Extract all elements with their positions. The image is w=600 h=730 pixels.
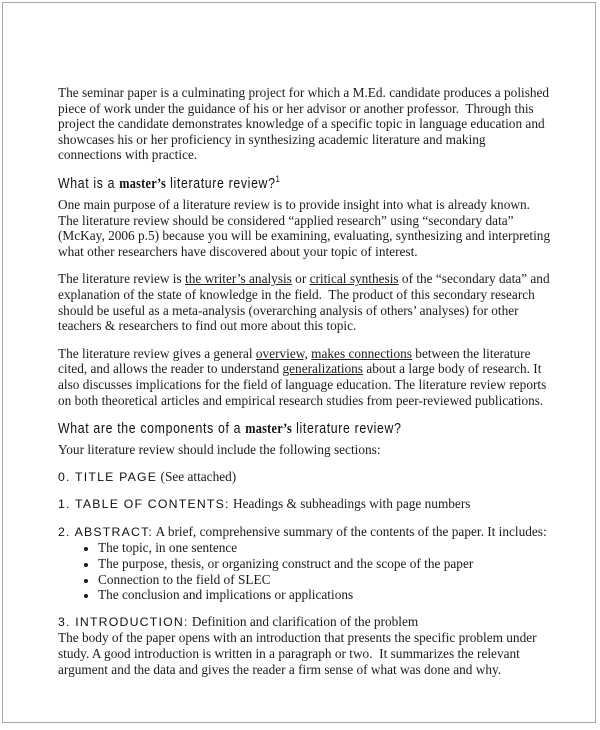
text-segment: of the “secondary data” and explanation of the state of knowledge in the field. The product of this secondary research should be useful as a meta-analysis (overarching analysis of others’ analyses) for other teachers & researchers to find out more about this topic.	[58, 271, 553, 334]
heading-text	[58, 420, 402, 438]
overview-paragraph	[58, 346, 552, 408]
underlined-term: the writer’s analysis	[185, 271, 292, 287]
bullet-item: • The conclusion and implications or applications	[98, 587, 552, 603]
text-segment: or	[291, 271, 310, 287]
section-heading-what-is	[58, 175, 552, 193]
heading-bold-term: master’s	[245, 421, 293, 438]
sections-lead-line: Your literature review should include the following sections:	[58, 442, 381, 458]
item-description: Definition and clarification of the problem	[188, 613, 419, 629]
list-item-abstract	[58, 524, 552, 541]
list-item-title-page	[58, 469, 552, 486]
heading-segment: What are the components of a	[58, 420, 246, 438]
bullet-item: • The purpose, thesis, or organizing construct and the scope of the paper	[98, 556, 552, 572]
underlined-term: generalizations	[282, 361, 363, 377]
bullet-item: • Connection to the field of SLEC	[98, 572, 552, 588]
list-item-introduction	[58, 614, 552, 631]
section-number-label: 3. INTRODUCTION:	[58, 614, 189, 629]
analysis-paragraph	[58, 271, 552, 333]
text-segment: The literature review is	[58, 271, 186, 287]
text-segment: The literature review gives a general	[58, 345, 256, 361]
bullet-item: • The topic, in one sentence	[98, 540, 552, 556]
section-number-label: 0. TITLE PAGE	[58, 469, 158, 484]
heading-segment: What is a	[58, 174, 120, 192]
item-description: Headings & subheadings with page numbers	[229, 496, 471, 512]
section-heading-components	[58, 420, 552, 438]
heading-text	[58, 175, 280, 193]
heading-bold-term: master’s	[119, 175, 167, 192]
footnote-ref: 1	[275, 173, 280, 184]
intro-paragraph: The seminar paper is a culminating project for which a M.Ed. candidate produces a polished piece of work under the guidance of his or her advisor or another professor. Through this project the candidate demonstrates knowledge of a specific topic in language education and showcases his or her proficiency in synthesizing academic literature and making connections with practice.	[58, 85, 553, 163]
introduction-body-paragraph: The body of the paper opens with an introduction that presents the specific problem under study. A good introduction is written in a paragraph or two. It summarizes the relevant argument and the data and gives the reader a firm sense of what was done and why.	[58, 630, 540, 677]
page-content	[58, 85, 552, 677]
section-number-label: 1. TABLE OF CONTENTS:	[58, 497, 230, 512]
list-item-table-of-contents	[58, 496, 552, 513]
text-segment: about a large body of research. It also discusses implications for the field of language education. The literature review reports on both theoretical articles and empirical research studies from peer-reviewed publications.	[58, 361, 550, 408]
item-description: (See attached)	[157, 468, 237, 484]
section-number-label: 2. ABSTRACT:	[58, 524, 154, 539]
item-description: A brief, comprehensive summary of the contents of the paper. It includes:	[153, 523, 547, 539]
underlined-term: critical synthesis	[309, 271, 399, 287]
heading-segment: literature review?	[292, 420, 402, 438]
abstract-bullet-list	[58, 540, 552, 602]
underlined-term: overview,	[255, 345, 308, 361]
heading-segment: literature review?	[166, 174, 276, 192]
purpose-paragraph: One main purpose of a literature review is to provide insight into what is already known. The literature review should be considered “applied research” using “secondary data” (McKay, 2006 p.5) because you will be examining, evaluating, synthesizing and interpreting what other researchers have discovered about your topic of interest.	[58, 196, 554, 259]
underlined-term: makes connections	[311, 345, 412, 361]
text-segment: between the literature cited, and allows the reader to understand	[58, 345, 534, 377]
